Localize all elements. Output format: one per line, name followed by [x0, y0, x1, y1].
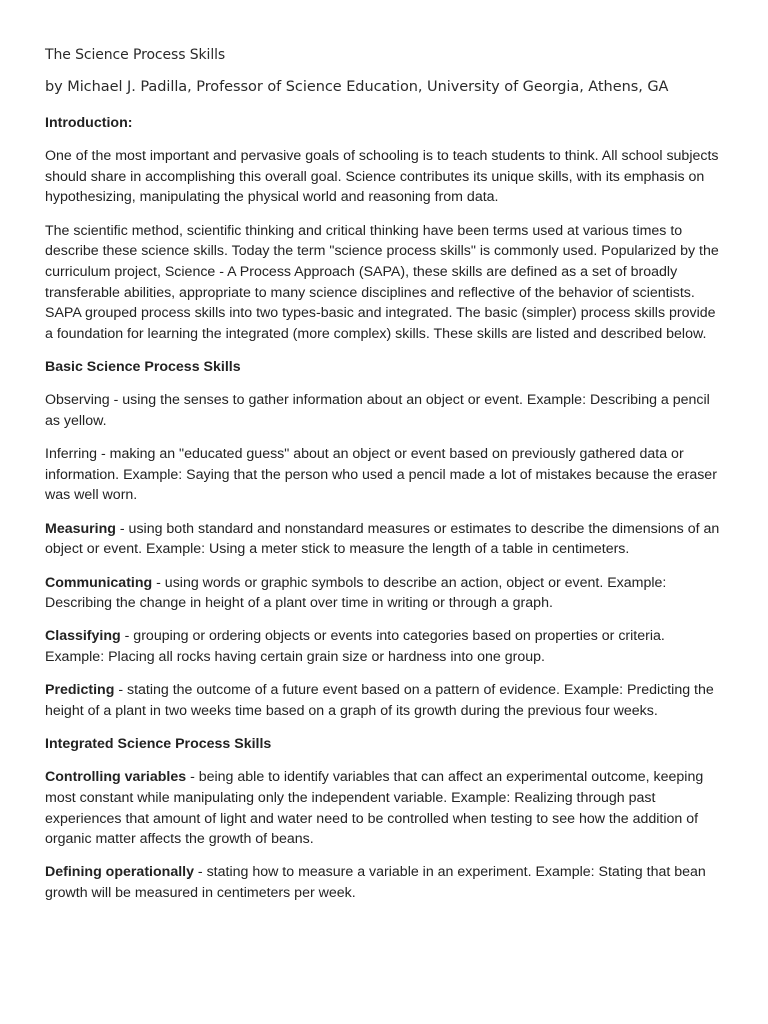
skill-description: - stating how to measure a variable in an experiment. Example: Stating that bean growth will be measured in centimeters per week.	[45, 864, 706, 902]
skill-paragraph	[45, 519, 725, 560]
skill-description: Inferring - making an "educated guess" about an object or event based on previously gathered data or information. Example: Saying that the person who used a pencil made a lot of mistakes because the eraser was well worn.	[45, 446, 717, 504]
author-byline: by Michael J. Padilla, Professor of Science Education, University of Georgia, Athens, GA	[45, 79, 669, 95]
skill-description: - being able to identify variables that can affect an experimental outcome, keeping most constant while manipulating only the independent variable. Example: Realizing through past experiences that amount of light and water need to be controlled when testing to see how the addition of organic matter affects the growth of beans.	[45, 769, 704, 848]
integrated-skills-heading: Integrated Science Process Skills	[45, 736, 272, 753]
skill-description: - using both standard and nonstandard measures or estimates to describe the dimensions of an object or event. Example: Using a meter stick to measure the length of a table in centimeters.	[45, 520, 720, 558]
skill-paragraph	[45, 390, 725, 431]
skill-description: - stating the outcome of a future event based on a pattern of evidence. Example: Predicting the height of a plant in two weeks time based on a graph of its growth during the previous four weeks.	[45, 682, 714, 719]
introduction-heading: Introduction:	[45, 115, 133, 131]
skill-description: Observing - using the senses to gather information about an object or event. Example: Describing a pencil as yellow.	[45, 392, 710, 429]
intro-paragraph-2: The scientific method, scientific thinking and critical thinking have been terms used at various times to describe these science skills. Today the term "science process skills" is commonly used. Popularized by the curriculum project, Science - A Process Approach (SAPA), these skills are defined as a set of broadly transferable abilities, appropriate to many science disciplines and reflective of the behavior of scientists. SAPA grouped process skills into two types-basic and integrated. The basic (simpler) process skills provide a foundation for learning the integrated (more complex) skills. These skills are listed and described below.	[45, 222, 719, 342]
skill-term: Controlling variables	[45, 769, 187, 786]
document-title: The Science Process Skills	[45, 47, 226, 63]
intro-paragraph-1: One of the most important and pervasive goals of schooling is to teach students to think. All school subjects should share in accomplishing this overall goal. Science contributes its unique skills, with its emphasis on hypothesizing, manipulating the physical world and reasoning from data.	[45, 148, 719, 206]
skill-paragraph	[45, 680, 725, 721]
skill-term: Defining operationally	[45, 864, 194, 881]
basic-skills-heading: Basic Science Process Skills	[45, 359, 241, 375]
skill-paragraph	[45, 767, 725, 849]
skill-paragraph	[45, 862, 725, 903]
skill-term: Measuring	[45, 520, 116, 537]
skill-paragraph	[45, 626, 725, 667]
skill-paragraph	[45, 444, 725, 506]
skill-paragraph	[45, 573, 725, 614]
skill-description: - grouping or ordering objects or events into categories based on properties or criteria. Example: Placing all rocks having certain grain size or hardness into one group.	[45, 628, 665, 665]
skill-term: Classifying	[45, 628, 121, 645]
skill-term: Predicting	[45, 682, 115, 699]
skill-description: - using words or graphic symbols to describe an action, object or event. Example: Describing the change in height of a plant over time in writing or through a graph.	[45, 574, 667, 612]
document-body	[45, 113, 725, 904]
skill-term: Communicating	[45, 574, 153, 591]
